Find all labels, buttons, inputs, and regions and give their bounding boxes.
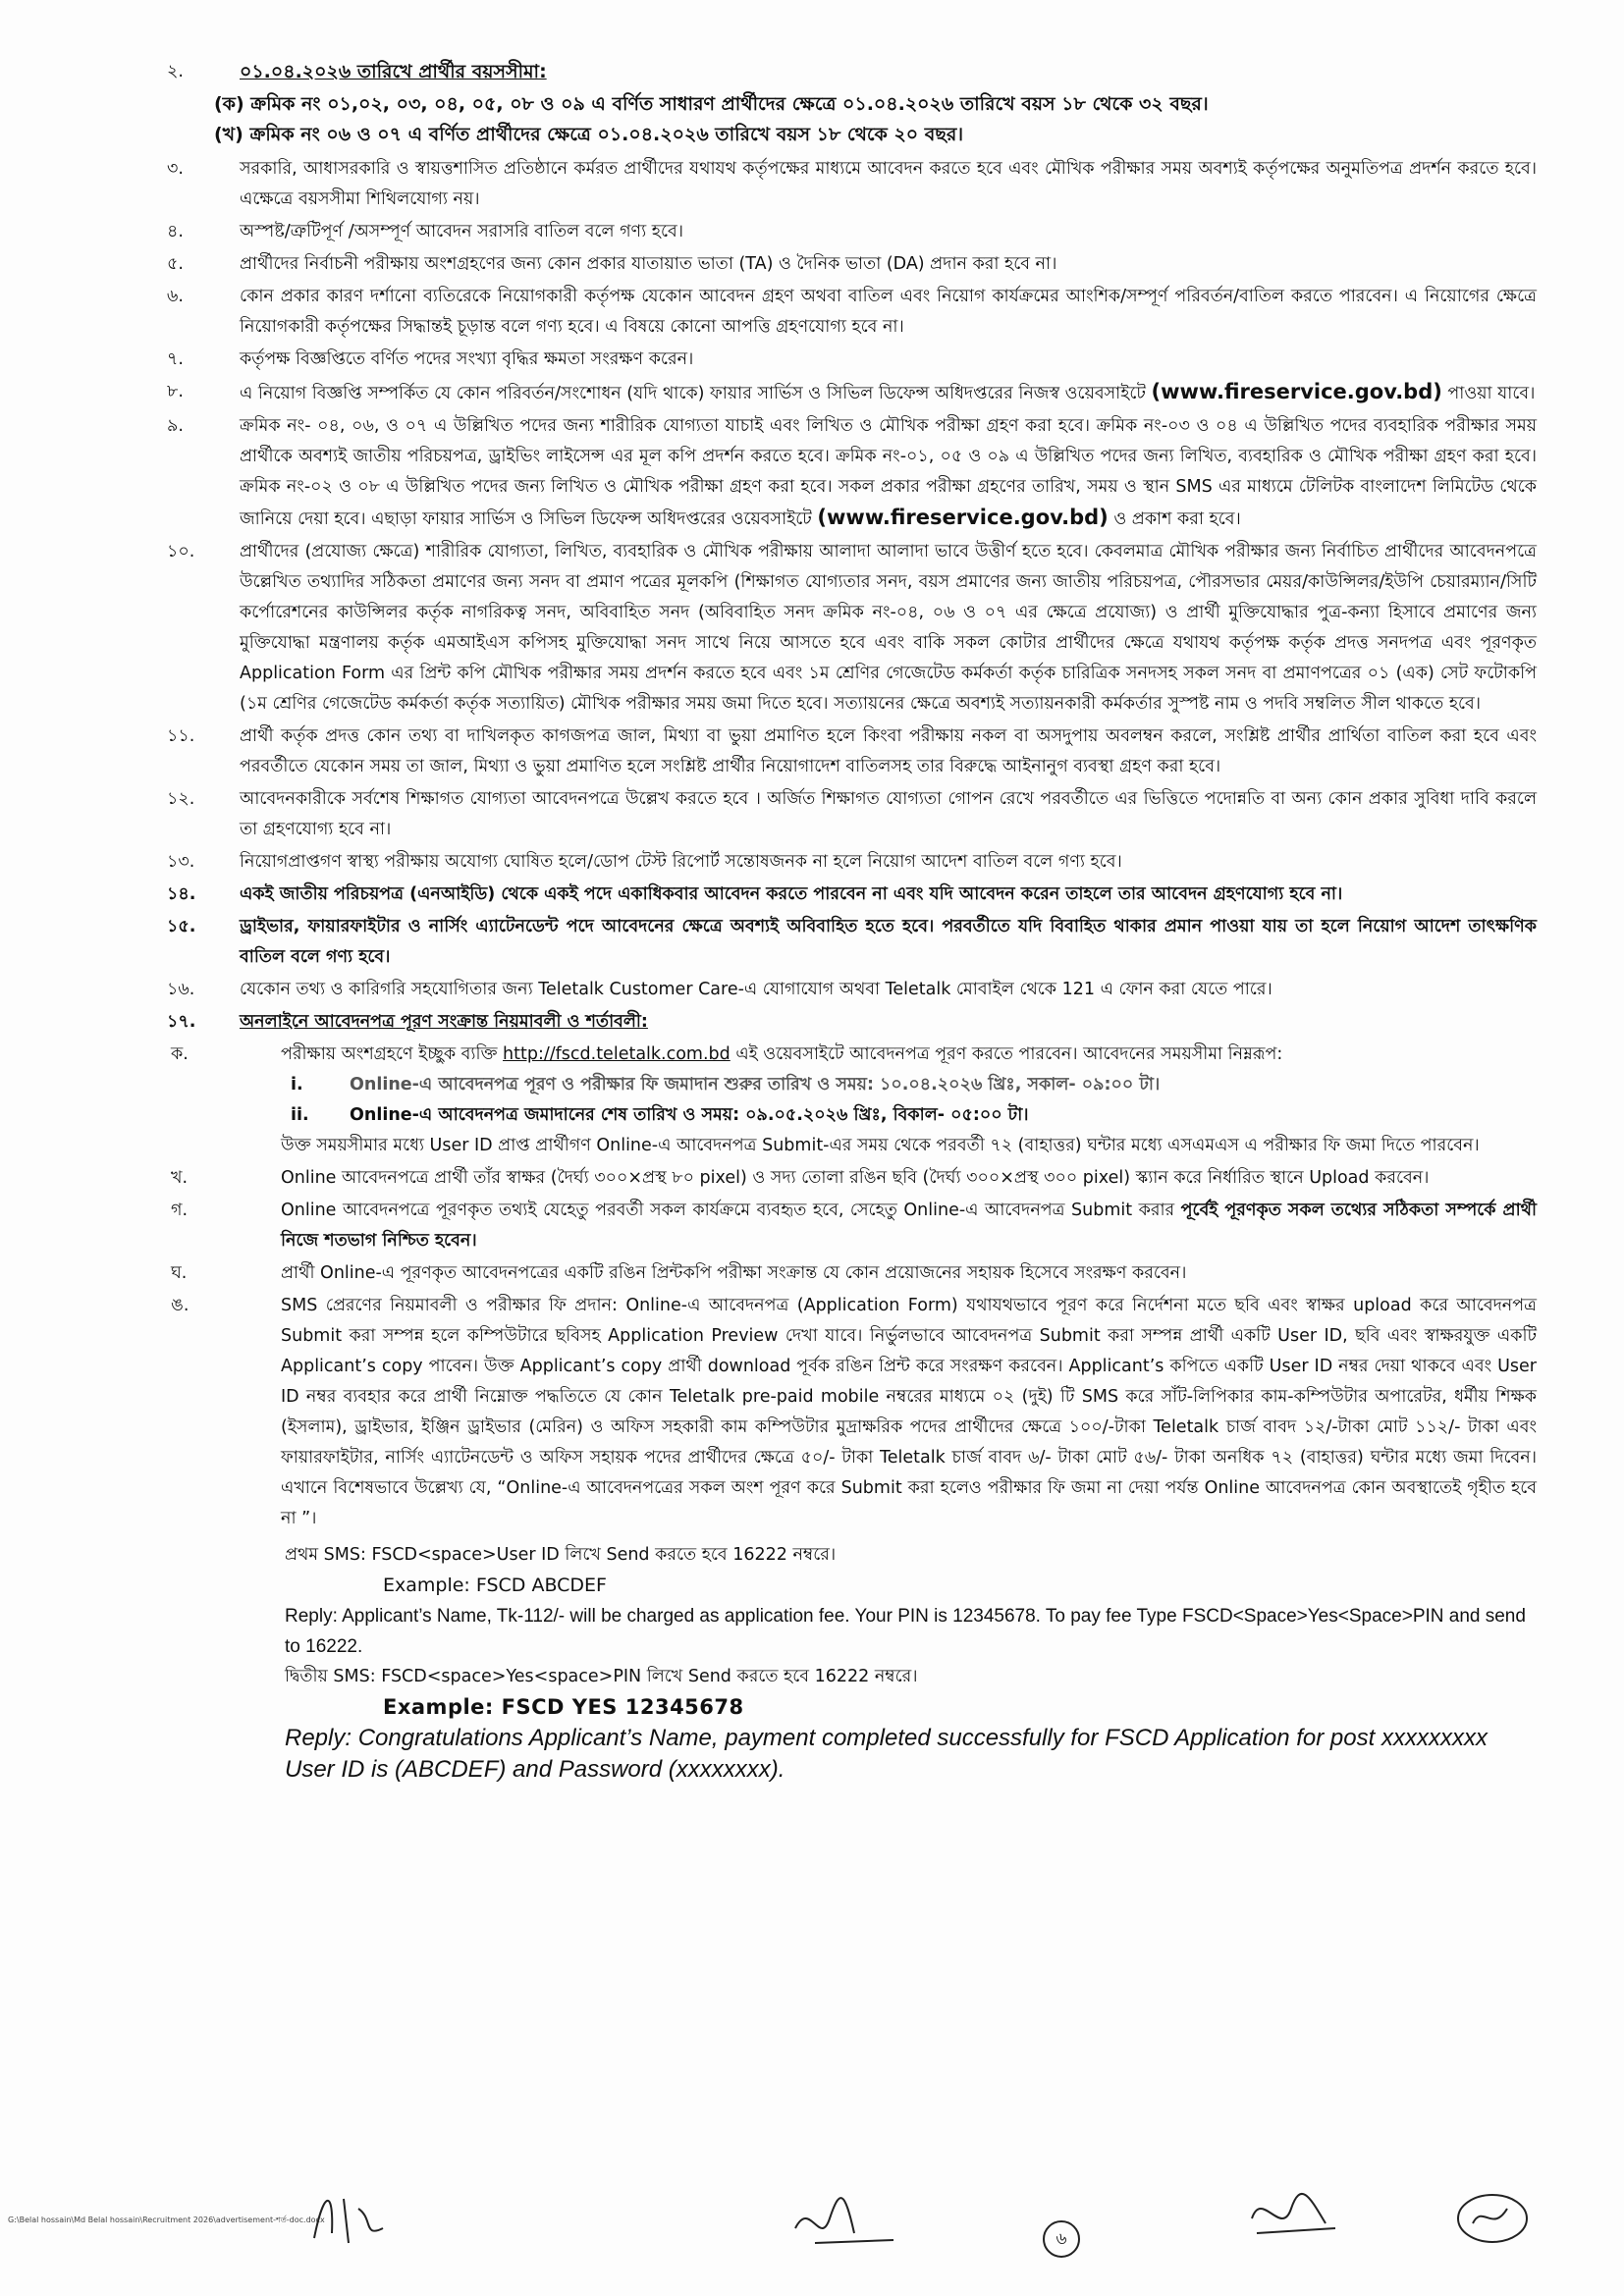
clause-9 bbox=[167, 411, 1537, 535]
clause-number: ১৬. bbox=[167, 980, 195, 999]
clause-text: একই জাতীয় পরিচয়পত্র (এনআইডি) থেকে একই পদে একাধিকবার আবেদন করতে পারবেন না এবং যদি আবেদন করেন তাহলে তার আবেদন গ্রহণযোগ্য হবে না। bbox=[240, 884, 1343, 904]
clause-17-ka: ক. পরীক্ষায় অংশগ্রহণে ইচ্ছুক ব্যক্তি http://fscd.teletalk.com.bd এই ওয়েবসাইটে আবেদনপত্র পূরণ করতে পারবেন। আবেদনের সময়সীমা নিম্নরূপ: i. Online-এ আবেদনপত্র পূরণ ও পরীক্ষার ফি জমাদান শুরুর তারিখ ও সময়: ১০.০৪.২০২৬ খ্রিঃ, সকাল- ০৯:০০ টা। ii. Online-এ আবেদনপত্র জমাদানের শেষ তারিখ ও সময়: ০৯.০৫.২০২৬ খ্রিঃ, বিকাল- ০৫:০০ টা। উক্ত সময়সীমার মধ্যে User ID প্রাপ্ত প্রার্থীগণ Online-এ আবেদনপত্র Submit-এর সময় থেকে পরবর্তী ৭২ (বাহাত্তর) ঘন্টার মধ্যে এসএমএস এ পরীক্ষার ফি জমা দিতে পারবেন। bbox=[167, 1040, 1537, 1161]
clause-number: ৬. bbox=[167, 287, 184, 306]
website-link[interactable]: (www.fireservice.gov.bd) bbox=[817, 506, 1109, 529]
clause-17-umo: ঙ. SMS প্রেরণের নিয়মাবলী ও পরীক্ষার ফি প্রদান: Online-এ আবেদনপত্র (Application Form) যথাযথভাবে পূরণ করে নির্দেশনা মতে ছবি এবং স্বাক্ষর upload করে আবেদনপত্র Submit করা সম্পন্ন হলে কম্পিউটারে ছবিসহ Application Preview দেখা যাবে। নির্ভুলভাবে আবেদনপত্র Submit করা সম্পন্ন প্রার্থী একটি User ID, ছবি এবং স্বাক্ষরযুক্ত একটি Applicant’s copy পাবেন। উক্ত Applicant’s copy প্রার্থী download পূর্বক রঙিন প্রিন্ট করে সংরক্ষণ করবেন। Applicant’s কপিতে একটি User ID নম্বর দেয়া থাকবে এবং User ID নম্বর ব্যবহার করে প্রার্থী নিম্নোক্ত পদ্ধতিতে যে কোন Teletalk pre-paid mobile নম্বরের মাধ্যমে ০২ (দুই) টি SMS করে সাঁট-লিপিকার কাম-কম্পিউটার অপারেটর, ধর্মীয় শিক্ষক (ইসলাম), ড্রাইভার, ইঞ্জিন ড্রাইভার (মেরিন) ও অফিস সহকারী কাম কম্পিউটার মুদ্রাক্ষরিক পদের প্রার্থীদের ক্ষেত্রে ১০০/-টাকা Teletalk চার্জ বাবদ ১২/-টাকা মোট ১১২/- টাকা এবং ফায়ারফাইটার, নার্সিং এ্যাটেনডেন্ট ও অফিস সহায়ক পদের প্রার্থীদের ক্ষেত্রে ৫০/- টাকা Teletalk চার্জ বাবদ ৬/- টাকা মোট ৫৬/- টাকা অনধিক ৭২ (বাহাত্তর) ঘন্টার মধ্যে জমা দিবেন। এখানে বিশেষভাবে উল্লেখ্য যে, “Online-এ আবেদনপত্রের সকল অংশ পূরণ করে Submit করা হলেও পরীক্ষার ফি জমা না দেয়া পর্যন্ত Online আবেদনপত্র কোন অবস্থাতেই গৃহীত হবে না ”। bbox=[171, 1296, 1537, 1528]
website-link[interactable]: (www.fireservice.gov.bd) bbox=[1151, 380, 1442, 403]
clause-17-gha: ঘ. প্রার্থী Online-এ পূরণকৃত আবেদনপত্রের একটি রঙিন প্রিন্টকপি পরীক্ষা সংক্রান্ত যে কোন প্রয়োজনের সহায়ক হিসেবে সংরক্ষণ করবেন। bbox=[171, 1263, 1187, 1283]
end-date-line: ii. Online-এ আবেদনপত্র জমাদানের শেষ তারিখ ও সময়: ০৯.০৫.২০২৬ খ্রিঃ, বিকাল- ০৫:০০ টা। bbox=[291, 1105, 1029, 1125]
clause-17-kha: খ. Online আবেদনপত্রে প্রার্থী তাঁর স্বাক্ষর (দৈর্ঘ্য ৩০০×প্রস্থ ৮০ pixel) ও সদ্য তোলা রঙিন ছবি (দৈর্ঘ্য ৩০০×প্রস্থ ৩০০ pixel) স্ক্যান করে নির্ধারিত স্থানে Upload করবেন। bbox=[171, 1168, 1430, 1188]
clause-text: আবেদনকারীকে সর্বশেষ শিক্ষাগত যোগ্যতা আবেদনপত্রে উল্লেখ করতে হবে । অর্জিত শিক্ষাগত যোগ্যতা গোপন রেখে পরবর্তীতে এর ভিত্তিতে পদোন্নতি বা অন্য কোন প্রকার সুবিধা দাবি করলে তা গ্রহণযোগ্য হবে না। bbox=[240, 789, 1537, 839]
online-application-heading: অনলাইনে আবেদনপত্র পূরণ সংক্রান্ত নিয়মাবলী ও শর্তাবলী: bbox=[240, 1012, 648, 1032]
clause-number: ৫. bbox=[167, 254, 184, 274]
signature-2 bbox=[785, 2179, 903, 2258]
clause-number: ৯. bbox=[167, 416, 184, 436]
clause-text: সরকারি, আধাসরকারি ও স্বায়ত্তশাসিত প্রতিষ্ঠানে কর্মরত প্রার্থীদের যথাযথ কর্তৃপক্ষের মাধ্যমে আবেদন করতে হবে এবং মৌখিক পরীক্ষার সময় অবশ্যই কর্তৃপক্ষের অনুমতিপত্র প্রদর্শন করতে হবে। এক্ষেত্রে বয়সসীমা শিথিলযোগ্য নয়। bbox=[240, 159, 1537, 209]
reply-2: Reply: Congratulations Applicant’s Name, payment completed successfully for FSCD Application for post xxxxxxxxx User ID is (ABCDEF) and Password (xxxxxxxx). bbox=[285, 1725, 1488, 1783]
clause-15 bbox=[167, 912, 1537, 973]
signature-1 bbox=[304, 2179, 393, 2258]
clause-number: ১৩. bbox=[167, 852, 195, 872]
clause-5 bbox=[167, 249, 1537, 280]
clause-number: ৩. bbox=[167, 159, 184, 179]
clause-17-ga: গ. Online আবেদনপত্রে পূরণকৃত তথ্যই যেহেতু পরবর্তী সকল কার্যক্রমে ব্যবহৃত হবে, সেহেতু Online-এ আবেদনপত্র Submit করার পূর্বেই পূরণকৃত সকল তথ্যের সঠিকতা সম্পর্কে প্রার্থী নিজে শতভাগ নিশ্চিত হবেন। bbox=[171, 1201, 1537, 1251]
signature-4 bbox=[1448, 2179, 1537, 2248]
age-limit-heading: ০১.০৪.২০২৬ তারিখে প্রার্থীর বয়সসীমা: bbox=[240, 61, 547, 82]
clause-text: এ নিয়োগ বিজ্ঞপ্তি সম্পর্কিত যে কোন পরিবর্তন/সংশোধন (যদি থাকে) ফায়ার সার্ভিস ও সিভিল ডিফেন্স অধিদপ্তরের নিজস্ব ওয়েবসাইটে (www.fireservice.gov.bd) পাওয়া যাবে। bbox=[240, 380, 1536, 403]
clause-2 bbox=[167, 57, 1537, 87]
clause-number: ১৭. bbox=[167, 1012, 196, 1032]
clause-3 bbox=[167, 154, 1537, 215]
clause-text: প্রার্থী কর্তৃক প্রদত্ত কোন তথ্য বা দাখিলকৃত কাগজপত্র জাল, মিথ্যা বা ভুয়া প্রমাণিত হলে কিংবা পরীক্ষায় নকল বা অসদুপায় অবলম্বন করলে, সংশ্লিষ্ট প্রার্থীর প্রার্থিতা বাতিল করা হবে এবং পরবর্তীতে যেকোন সময় তা জাল, মিথ্যা ও ভুয়া প্রমাণিত হলে সংশ্লিষ্ট প্রার্থীর নিয়োগাদেশ বাতিলসহ তার বিরুদ্ধে আইনানুগ ব্যবস্থা গ্রহণ করা হবে। bbox=[240, 726, 1537, 776]
clause-text: প্রার্থীদের (প্রযোজ্য ক্ষেত্রে) শারীরিক যোগ্যতা, লিখিত, ব্যবহারিক ও মৌখিক পরীক্ষায় আলাদা আলাদা ভাবে উত্তীর্ণ হতে হবে। কেবলমাত্র মৌখিক পরীক্ষার জন্য নির্বাচিত প্রার্থীদের আবেদনপত্রে উল্লেখিত তথ্যাদির সঠিকতা প্রমাণের জন্য সনদ বা প্রমাণ পত্রের মূলকপি (শিক্ষাগত যোগ্যতার সনদ, বয়স প্রমাণের জন্য জাতীয় পরিচয়পত্র, পৌরসভার মেয়র/কাউন্সিলর/ইউপি চেয়ারম্যান/সিটি কর্পোরেশনের কাউন্সিলর কর্তৃক নাগরিকত্ব সনদ, অবিবাহিত সনদ (অবিবাহিত সনদ ক্রমিক নং-০৪, ০৬ ও ০৭ এর ক্ষেত্রে প্রযোজ্য) ও প্রার্থী মুক্তিযোদ্ধার পুত্র-কন্যা হিসাবে প্রমাণের জন্য মুক্তিযোদ্ধা মন্ত্রণালয় কর্তৃক এমআইএস কপিসহ মুক্তিযোদ্ধা সনদ সাথে নিয়ে আসতে হবে এবং বাকি সকল কোটার প্রার্থীদের ক্ষেত্রে যথাযথ কর্তৃপক্ষ কর্তৃক প্রদত্ত সনদপত্র এবং পূরণকৃত Application Form এর প্রিন্ট কপি মৌখিক পরীক্ষার সময় প্রদর্শন করতে হবে এবং ১ম শ্রেণির গেজেটেড কর্মকর্তা কর্তৃক চারিত্রিক সনদসহ সকল সনদ বা প্রমাণপত্রের ০১ (এক) সেট ফটোকপি (১ম শ্রেণির গেজেটেড কর্মকর্তা কর্তৃক সত্যায়িত) মৌখিক পরীক্ষার সময় জমা দিতে হবে। সত্যায়নের ক্ষেত্রে অবশ্যই সত্যায়নকারী কর্মকর্তার সুস্পষ্ট নাম ও পদবি সম্বলিত সীল থাকতে হবে। bbox=[240, 542, 1537, 714]
clause-13 bbox=[167, 847, 1537, 878]
clause-number: ১৪. bbox=[167, 884, 196, 904]
first-sms-instruction: প্রথম SMS: FSCD<space>User ID লিখে Send করতে হবে 16222 নম্বরে। bbox=[285, 1545, 837, 1565]
signature-3 bbox=[1237, 2179, 1345, 2248]
clause-number: ৪. bbox=[167, 222, 184, 241]
clause-16 bbox=[167, 975, 1537, 1005]
clause-12 bbox=[167, 784, 1537, 845]
clause-2-kha: (খ) ক্রমিক নং ০৬ ও ০৭ এ বর্ণিত প্রার্থীদের ক্ষেত্রে ০১.০৪.২০২৬ তারিখে বয়স ১৮ থেকে ২০ বছর। bbox=[214, 124, 964, 145]
clause-number: ১১. bbox=[167, 726, 195, 746]
clause-text: কর্তৃপক্ষ বিজ্ঞপ্তিতে বর্ণিত পদের সংখ্যা বৃদ্ধির ক্ষমতা সংরক্ষণ করেন। bbox=[240, 349, 694, 369]
clause-14 bbox=[167, 880, 1537, 910]
clause-text: যেকোন তথ্য ও কারিগরি সহযোগিতার জন্য Teletalk Customer Care-এ যোগাযোগ অথবা Teletalk মোবাইল থেকে 121 এ ফোন করা যেতে পারে। bbox=[240, 980, 1272, 999]
clause-8 bbox=[167, 377, 1537, 409]
reply-1: Reply: Applicant’s Name, Tk-112/- will be charged as application fee. Your PIN is 12345678. To pay fee Type FSCD<Space>Yes<Space>PIN and send to 16222. bbox=[285, 1606, 1526, 1657]
example-1: Example: FSCD ABCDEF bbox=[383, 1575, 607, 1596]
example-2: Example: FSCD YES 12345678 bbox=[383, 1695, 744, 1719]
file-path-footer: G:\Belal hossain\Md Belal hossain\Recruitment 2026\advertisement-শর্ত-doc.docx bbox=[8, 2216, 325, 2224]
clause-text: ক্রমিক নং- ০৪, ০৬, ও ০৭ এ উল্লিখিত পদের জন্য শারীরিক যোগ্যতা যাচাই এবং লিখিত ও মৌখিক পরীক্ষা গ্রহণ করা হবে। ক্রমিক নং-০৩ ও ০৪ এ উল্লিখিত পদের ব্যবহারিক পরীক্ষার সময় প্রার্থীকে অবশ্যই জাতীয় পরিচয়পত্র, ড্রাইভিং লাইসেন্স এর মূল কপি প্রদর্শন করতে হবে। ক্রমিক নং-০১, ০৫ ও ০৯ এ উল্লিখিত পদের জন্য লিখিত, ব্যবহারিক ও মৌখিক পরীক্ষা গ্রহণ করা হবে। ক্রমিক নং-০২ ও ০৮ এ উল্লিখিত পদের জন্য লিখিত ও মৌখিক পরীক্ষা গ্রহণ করা হবে। সকল প্রকার পরীক্ষা গ্রহণের তারিখ, সময় ও স্থান SMS এর মাধ্যমে টেলিটক বাংলাদেশ লিমিটেড থেকে জানিয়ে দেয়া হবে। এছাড়া ফায়ার সার্ভিস ও সিভিল ডিফেন্স অধিদপ্তরের ওয়েবসাইটে (www.fireservice.gov.bd) ও প্রকাশ করা হবে। bbox=[240, 416, 1537, 529]
clause-number: ৭. bbox=[167, 349, 184, 369]
clause-number: ২. bbox=[167, 62, 184, 81]
application-site-link[interactable]: http://fscd.teletalk.com.bd bbox=[503, 1044, 731, 1064]
circular-body bbox=[167, 57, 1537, 1786]
clause-text: কোন প্রকার কারণ দর্শানো ব্যতিরেকে নিয়োগকারী কর্তৃপক্ষ যেকোন আবেদন গ্রহণ অথবা বাতিল এবং নিয়োগ কার্যক্রমের আংশিক/সম্পূর্ণ পরিবর্তন/বাতিল করতে পারবেন। এ নিয়োগের ক্ষেত্রে নিয়োগকারী কর্তৃপক্ষের সিদ্ধান্তই চূড়ান্ত বলে গণ্য হবে। এ বিষয়ে কোনো আপত্তি গ্রহণযোগ্য হবে না। bbox=[240, 287, 1537, 337]
clause-number: ১২. bbox=[167, 789, 195, 809]
clause-7 bbox=[167, 345, 1537, 375]
start-date-line: i. Online-এ আবেদনপত্র পূরণ ও পরীক্ষার ফি জমাদান শুরুর তারিখ ও সময়: ১০.০৪.২০২৬ খ্রিঃ, সকাল- ০৯:০০ টা। bbox=[291, 1075, 1161, 1095]
clause-number: ৮. bbox=[167, 382, 184, 401]
clause-17 bbox=[167, 1007, 1537, 1038]
clause-text: প্রার্থীদের নির্বাচনী পরীক্ষায় অংশগ্রহণের জন্য কোন প্রকার যাতায়াত ভাতা (TA) ও দৈনিক ভাতা (DA) প্রদান করা হবে না। bbox=[240, 254, 1057, 274]
clause-text: নিয়োগপ্রাপ্তগণ স্বাস্থ্য পরীক্ষায় অযোগ্য ঘোষিত হলে/ডোপ টেস্ট রিপোর্ট সন্তোষজনক না হলে নিয়োগ আদেশ বাতিল বলে গণ্য হবে। bbox=[240, 852, 1122, 872]
clause-text: অস্পষ্ট/ত্রুটিপূর্ণ /অসম্পূর্ণ আবেদন সরাসরি বাতিল বলে গণ্য হবে। bbox=[240, 222, 683, 241]
clause-4 bbox=[167, 217, 1537, 247]
clause-11 bbox=[167, 721, 1537, 782]
clause-2-ka: (ক) ক্রমিক নং ০১,০২, ০৩, ০৪, ০৫, ০৮ ও ০৯ এ বর্ণিত সাধারণ প্রার্থীদের ক্ষেত্রে ০১.০৪.২০২৬ তারিখে বয়স ১৮ থেকে ৩২ বছর। bbox=[214, 93, 1209, 115]
clause-6 bbox=[167, 282, 1537, 343]
clause-number: ১০. bbox=[167, 542, 195, 561]
clause-10 bbox=[167, 537, 1537, 720]
clause-text: ড্রাইভার, ফায়ারফাইটার ও নার্সিং এ্যাটেনডেন্ট পদে আবেদনের ক্ষেত্রে অবশ্যই অবিবাহিত হতে হবে। পরবর্তীতে যদি বিবাহিত থাকার প্রমান পাওয়া যায় তা হলে নিয়োগ আদেশ তাৎক্ষণিক বাতিল বলে গণ্য হবে। bbox=[240, 917, 1537, 967]
clause-number: ১৫. bbox=[167, 917, 196, 936]
second-sms-instruction: দ্বিতীয় SMS: FSCD<space>Yes<space>PIN লিখে Send করতে হবে 16222 নম্বরে। bbox=[285, 1667, 918, 1686]
page-number: ৬ bbox=[1043, 2220, 1080, 2258]
